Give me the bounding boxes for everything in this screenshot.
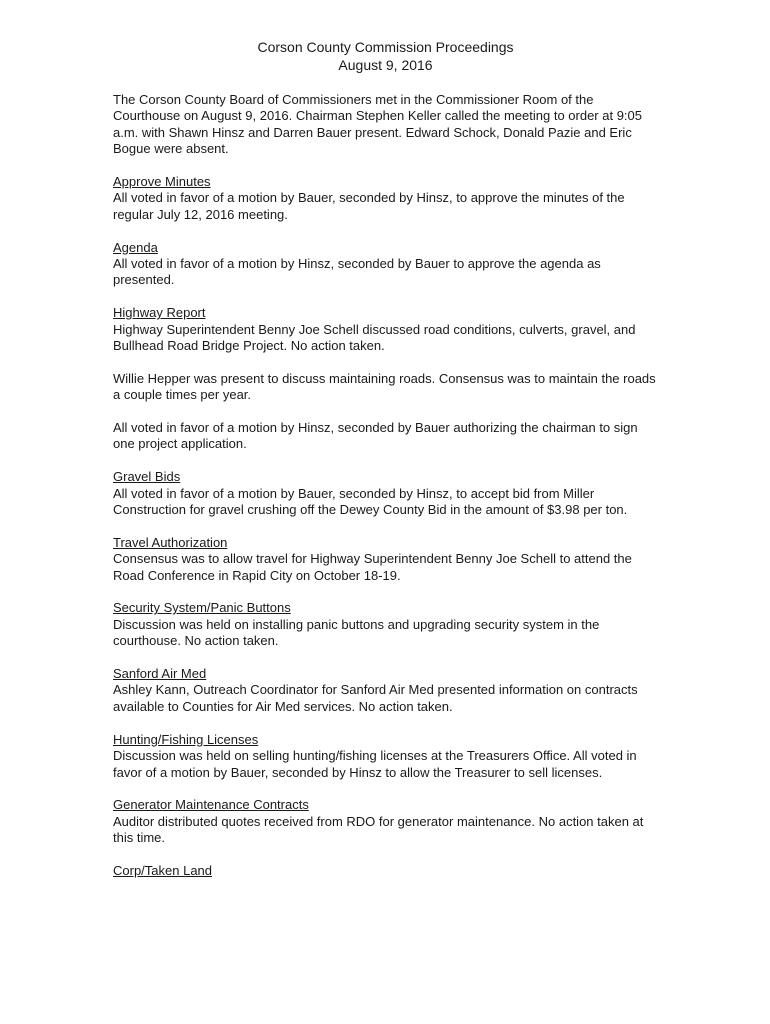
section-sanford-air-med xyxy=(113,666,658,715)
section-body: All voted in favor of a motion by Bauer, seconded by Hinsz, to approve the minutes of the regular July 12, 2016 meeting. xyxy=(113,190,625,222)
section-generator-maintenance xyxy=(113,797,658,846)
section-body: Discussion was held on installing panic buttons and upgrading security system in the courthouse. No action taken. xyxy=(113,616,600,649)
section-heading: Hunting/Fishing Licenses xyxy=(113,731,259,747)
section-body: Discussion was held on selling hunting/fishing licenses at the Treasurers Office. All voted in favor of a motion by Bauer, seconded by Hinsz to allow the Treasurer to sell licenses. xyxy=(113,748,637,780)
section-body: Highway Superintendent Benny Joe Schell discussed road conditions, culverts, gravel, and Bullhead Road Bridge Project. No action taken. xyxy=(113,321,636,354)
section-body: Ashley Kann, Outreach Coordinator for Sanford Air Med presented information on contracts available to Counties for Air Med services. No action taken. xyxy=(113,682,638,714)
section-heading: Sanford Air Med xyxy=(113,666,207,682)
section-highway-report xyxy=(113,305,658,354)
document-date: August 9, 2016 xyxy=(338,57,433,73)
section-agenda xyxy=(113,240,658,289)
section-body: Auditor distributed quotes received from RDO for generator maintenance. No action taken at this time. xyxy=(113,813,644,846)
section-gravel-bids xyxy=(113,469,658,518)
section-road-maintenance xyxy=(113,371,658,404)
section-heading: Highway Report xyxy=(113,305,206,321)
intro-paragraph: The Corson County Board of Commissioners met in the Commissioner Room of the Courthouse on August 9, 2016. Chairman Stephen Keller called the meeting to order at 9:05 a.m. with Shawn Hinsz and Darren Bauer present. Edward Schock, Donald Pazie and Eric Bogue were absent. xyxy=(113,92,643,157)
section-body: All voted in favor of a motion by Hinsz, seconded by Bauer to approve the agenda as presented. xyxy=(113,256,601,288)
section-project-application xyxy=(113,420,658,453)
section-security-system xyxy=(113,600,658,649)
document-header xyxy=(113,38,658,74)
section-body: All voted in favor of a motion by Hinsz, seconded by Bauer authorizing the chairman to sign one project application. xyxy=(113,420,638,452)
section-body: Consensus was to allow travel for Highway Superintendent Benny Joe Schell to attend the Road Conference in Rapid City on October 18-19. xyxy=(113,551,632,583)
section-heading: Generator Maintenance Contracts xyxy=(113,797,309,813)
section-body: Willie Hepper was present to discuss maintaining roads. Consensus was to maintain the roads a couple times per year. xyxy=(113,370,656,403)
section-heading: Travel Authorization xyxy=(113,534,228,550)
section-heading: Corp/Taken Land xyxy=(113,862,213,878)
section-corp-taken-land xyxy=(113,863,658,879)
section-hunting-fishing-licenses xyxy=(113,732,658,781)
section-heading: Gravel Bids xyxy=(113,469,181,485)
section-approve-minutes xyxy=(113,174,658,223)
section-travel-authorization xyxy=(113,535,658,584)
section-heading: Agenda xyxy=(113,239,158,255)
section-heading: Approve Minutes xyxy=(113,174,211,190)
document-title: Corson County Commission Proceedings xyxy=(257,39,514,55)
section-heading: Security System/Panic Buttons xyxy=(113,600,291,616)
section-body: All voted in favor of a motion by Bauer, seconded by Hinsz, to accept bid from Miller Construction for gravel crushing off the Dewey County Bid in the amount of $3.98 per ton. xyxy=(113,485,628,518)
